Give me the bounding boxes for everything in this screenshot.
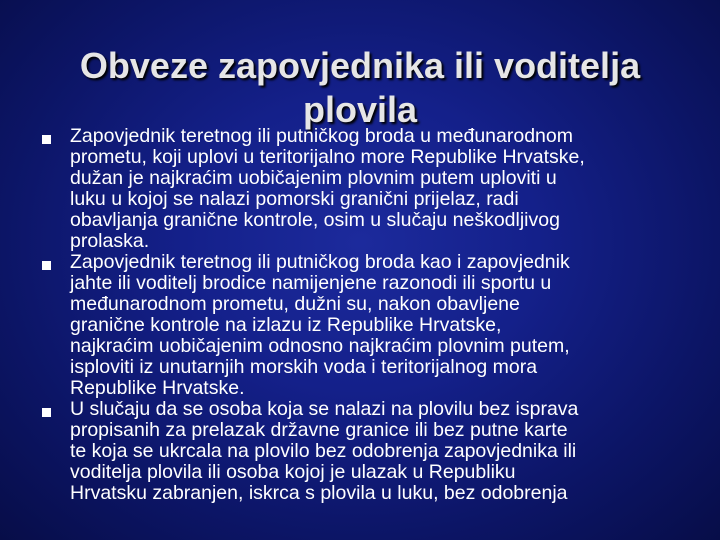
square-bullet-icon: [42, 261, 51, 270]
square-bullet-icon: [42, 135, 51, 144]
slide-title-line-1: Obveze zapovjednika ili voditelja: [79, 45, 641, 87]
bullet-list: [42, 126, 702, 504]
bullet-text: U slučaju da se osoba koja se nalazi na plovilu bez isprava propisanih za prelazak državne granice ili bez putne karte te koja se ukrcala na plovilo bez odobrenja zapovjednika ili voditelja plovila ili osoba kojoj je ulazak u Republiku Hrvatsku zabranjen, iskrca s plovila u luku, bez odobrenja: [70, 398, 579, 504]
square-bullet-icon: [42, 408, 51, 417]
slide-title: [30, 44, 690, 132]
bullet-item: [42, 252, 702, 399]
slide-title-line-2: plovila: [302, 89, 418, 131]
bullet-text: Zapovjednik teretnog ili putničkog broda kao i zapovjednik jahte ili voditelj brodice namijenjene razonodi ili sportu u međunarodnom prometu, dužni su, nakon obavljene granične kontrole na izlazu iz Republike Hrvatske, najkraćim uobičajenim odnosno najkraćim plovnim putem, isploviti iz unutarnjih morskih voda i teritorijalnog mora Republike Hrvatske.: [70, 251, 570, 399]
bullet-item: [42, 126, 702, 252]
bullet-item: [42, 399, 702, 504]
bullet-text: Zapovjednik teretnog ili putničkog broda u međunarodnom prometu, koji uplovi u teritorijalno more Republike Hrvatske, dužan je najkraćim uobičajenim plovnim putem uploviti u luku u kojoj se nalazi pomorski granični prijelaz, radi obavljanja granične kontrole, osim u slučaju neškodljivog prolaska.: [70, 125, 585, 252]
